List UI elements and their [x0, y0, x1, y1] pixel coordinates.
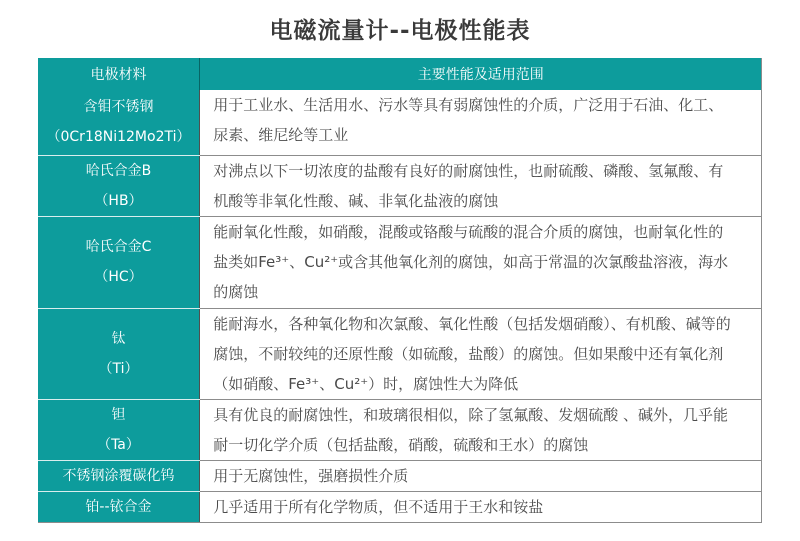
- material-name: 钛: [111, 330, 126, 347]
- material-name: 含钼不锈钢: [83, 99, 154, 116]
- electrode-performance-table: [38, 58, 763, 523]
- material-grade: （Ti）: [98, 360, 139, 377]
- material-grade: （Ta）: [97, 436, 140, 453]
- performance-cell: 用于无腐蚀性，强磨损性介质: [200, 460, 762, 491]
- material-grade: （HC）: [94, 269, 143, 285]
- performance-cell: 用于工业水、生活用水、污水等具有弱腐蚀性的介质，广泛用于石油、化工、尿素、维尼纶等工业: [200, 90, 762, 155]
- table-row: [38, 491, 762, 522]
- performance-cell: 几乎适用于所有化学物质，但不适用于王水和铵盐: [200, 491, 762, 522]
- performance-cell: 能耐氧化性酸，如硝酸，混酸或铬酸与硫酸的混合介质的腐蚀，也耐氧化性的盐类如Fe³⁺、Cu²⁺或含其他氧化剂的腐蚀，如高于常温的次氯酸盐溶液，海水的腐蚀: [200, 216, 762, 308]
- table-header-row: [38, 58, 762, 90]
- performance-cell: 能耐海水，各种氧化物和次氯酸、氧化性酸（包括发烟硝酸）、有机酸、碱等的腐蚀，不耐较纯的还原性酸（如硫酸，盐酸）的腐蚀。但如果酸中还有氧化剂（如硝酸、Fe³⁺、Cu²⁺）时，腐蚀性大为降低: [200, 308, 762, 399]
- column-header-performance: 主要性能及适用范围: [200, 58, 762, 90]
- material-cell: [38, 90, 200, 155]
- table-row: [38, 155, 762, 216]
- material-cell: [38, 308, 200, 399]
- material-cell: [38, 216, 200, 308]
- table-row: [38, 308, 762, 399]
- performance-cell: 对沸点以下一切浓度的盐酸有良好的耐腐蚀性，也耐硫酸、磷酸、氢氟酸、有机酸等非氧化性酸、碱、非氧化盐液的腐蚀: [200, 155, 762, 216]
- material-name: 不锈钢涂覆碳化钨: [62, 467, 175, 484]
- material-cell: [38, 399, 200, 460]
- column-header-material: 电极材料: [38, 58, 200, 90]
- material-cell: [38, 155, 200, 216]
- table-row: [38, 216, 762, 308]
- material-name: 哈氏合金B: [85, 162, 152, 179]
- material-grade: （0Cr18Ni12Mo2Ti）: [46, 129, 191, 146]
- material-cell: [38, 491, 200, 522]
- table-row: [38, 90, 762, 155]
- table-row: [38, 460, 762, 491]
- material-name: 铂--铱合金: [85, 498, 152, 515]
- page-title: 电磁流量计--电极性能表: [269, 18, 531, 44]
- material-grade: （HB）: [94, 192, 143, 209]
- material-cell: [38, 460, 200, 491]
- material-name: 哈氏合金C: [85, 239, 152, 255]
- table-row: [38, 399, 762, 460]
- performance-cell: 具有优良的耐腐蚀性，和玻璃很相似，除了氢氟酸、发烟硫酸 、碱外，几乎能耐一切化学介质（包括盐酸，硝酸，硫酸和王水）的腐蚀: [200, 399, 762, 460]
- material-name: 钽: [111, 406, 126, 423]
